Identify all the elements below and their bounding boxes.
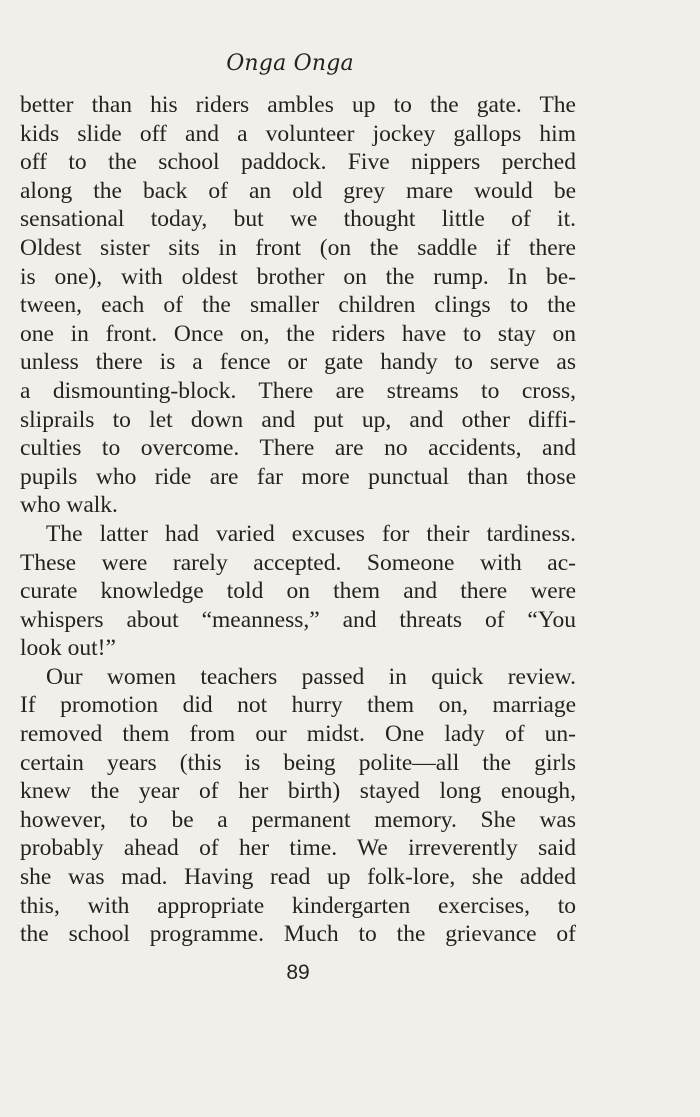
text-line: certain years (this is being polite—all the girls: [20, 749, 576, 776]
text-line: curate knowledge told on them and there were: [20, 578, 576, 605]
text-line: however, to be a permanent memory. She was: [20, 806, 576, 833]
text-line: tween, each of the smaller children clings to the: [20, 292, 576, 319]
text-line: is one), with oldest brother on the rump. In be-: [20, 263, 576, 290]
text-line: one in front. Once on, the riders have to stay on: [20, 320, 576, 347]
running-head: Onga Onga: [226, 51, 354, 76]
text-line: who walk.: [20, 492, 118, 519]
text-line: off to the school paddock. Five nippers perched: [20, 149, 576, 176]
text-line: this, with appropriate kindergarten exercises, to: [20, 892, 576, 919]
text-line: a dismounting-block. There are streams to cross,: [20, 377, 576, 404]
text-line: unless there is a fence or gate handy to serve as: [20, 349, 576, 376]
text-line: kids slide off and a volunteer jockey gallops him: [20, 120, 576, 147]
text-line: knew the year of her birth) stayed long enough,: [20, 778, 576, 805]
text-line: better than his riders ambles up to the gate. The: [20, 92, 576, 118]
text-line: sensational today, but we thought little of it.: [20, 206, 576, 233]
text-line: along the back of an old grey mare would be: [20, 177, 576, 204]
text-line: pupils who ride are far more punctual than those: [20, 463, 576, 490]
text-line: the school programme. Much to the grievance of: [20, 921, 576, 948]
text-line: The latter had varied excuses for their tardiness.: [46, 520, 576, 547]
text-line: culties to overcome. There are no accidents, and: [20, 435, 576, 462]
body-text: [20, 91, 576, 949]
page-number: 89: [286, 961, 310, 984]
text-line: probably ahead of her time. We irreverently said: [20, 835, 576, 862]
text-line: whispers about “meanness,” and threats of “You: [20, 606, 576, 633]
text-line: These were rarely accepted. Someone with ac-: [20, 549, 576, 576]
text-line: If promotion did not hurry them on, marriage: [20, 692, 576, 719]
text-line: Oldest sister sits in front (on the saddle if there: [20, 234, 576, 261]
text-line: Our women teachers passed in quick review.: [46, 663, 576, 690]
text-line: removed them from our midst. One lady of un-: [20, 721, 576, 748]
text-line: sliprails to let down and put up, and other diffi-: [20, 406, 576, 433]
text-line: look out!”: [20, 635, 116, 662]
text-line: she was mad. Having read up folk-lore, she added: [20, 864, 576, 891]
